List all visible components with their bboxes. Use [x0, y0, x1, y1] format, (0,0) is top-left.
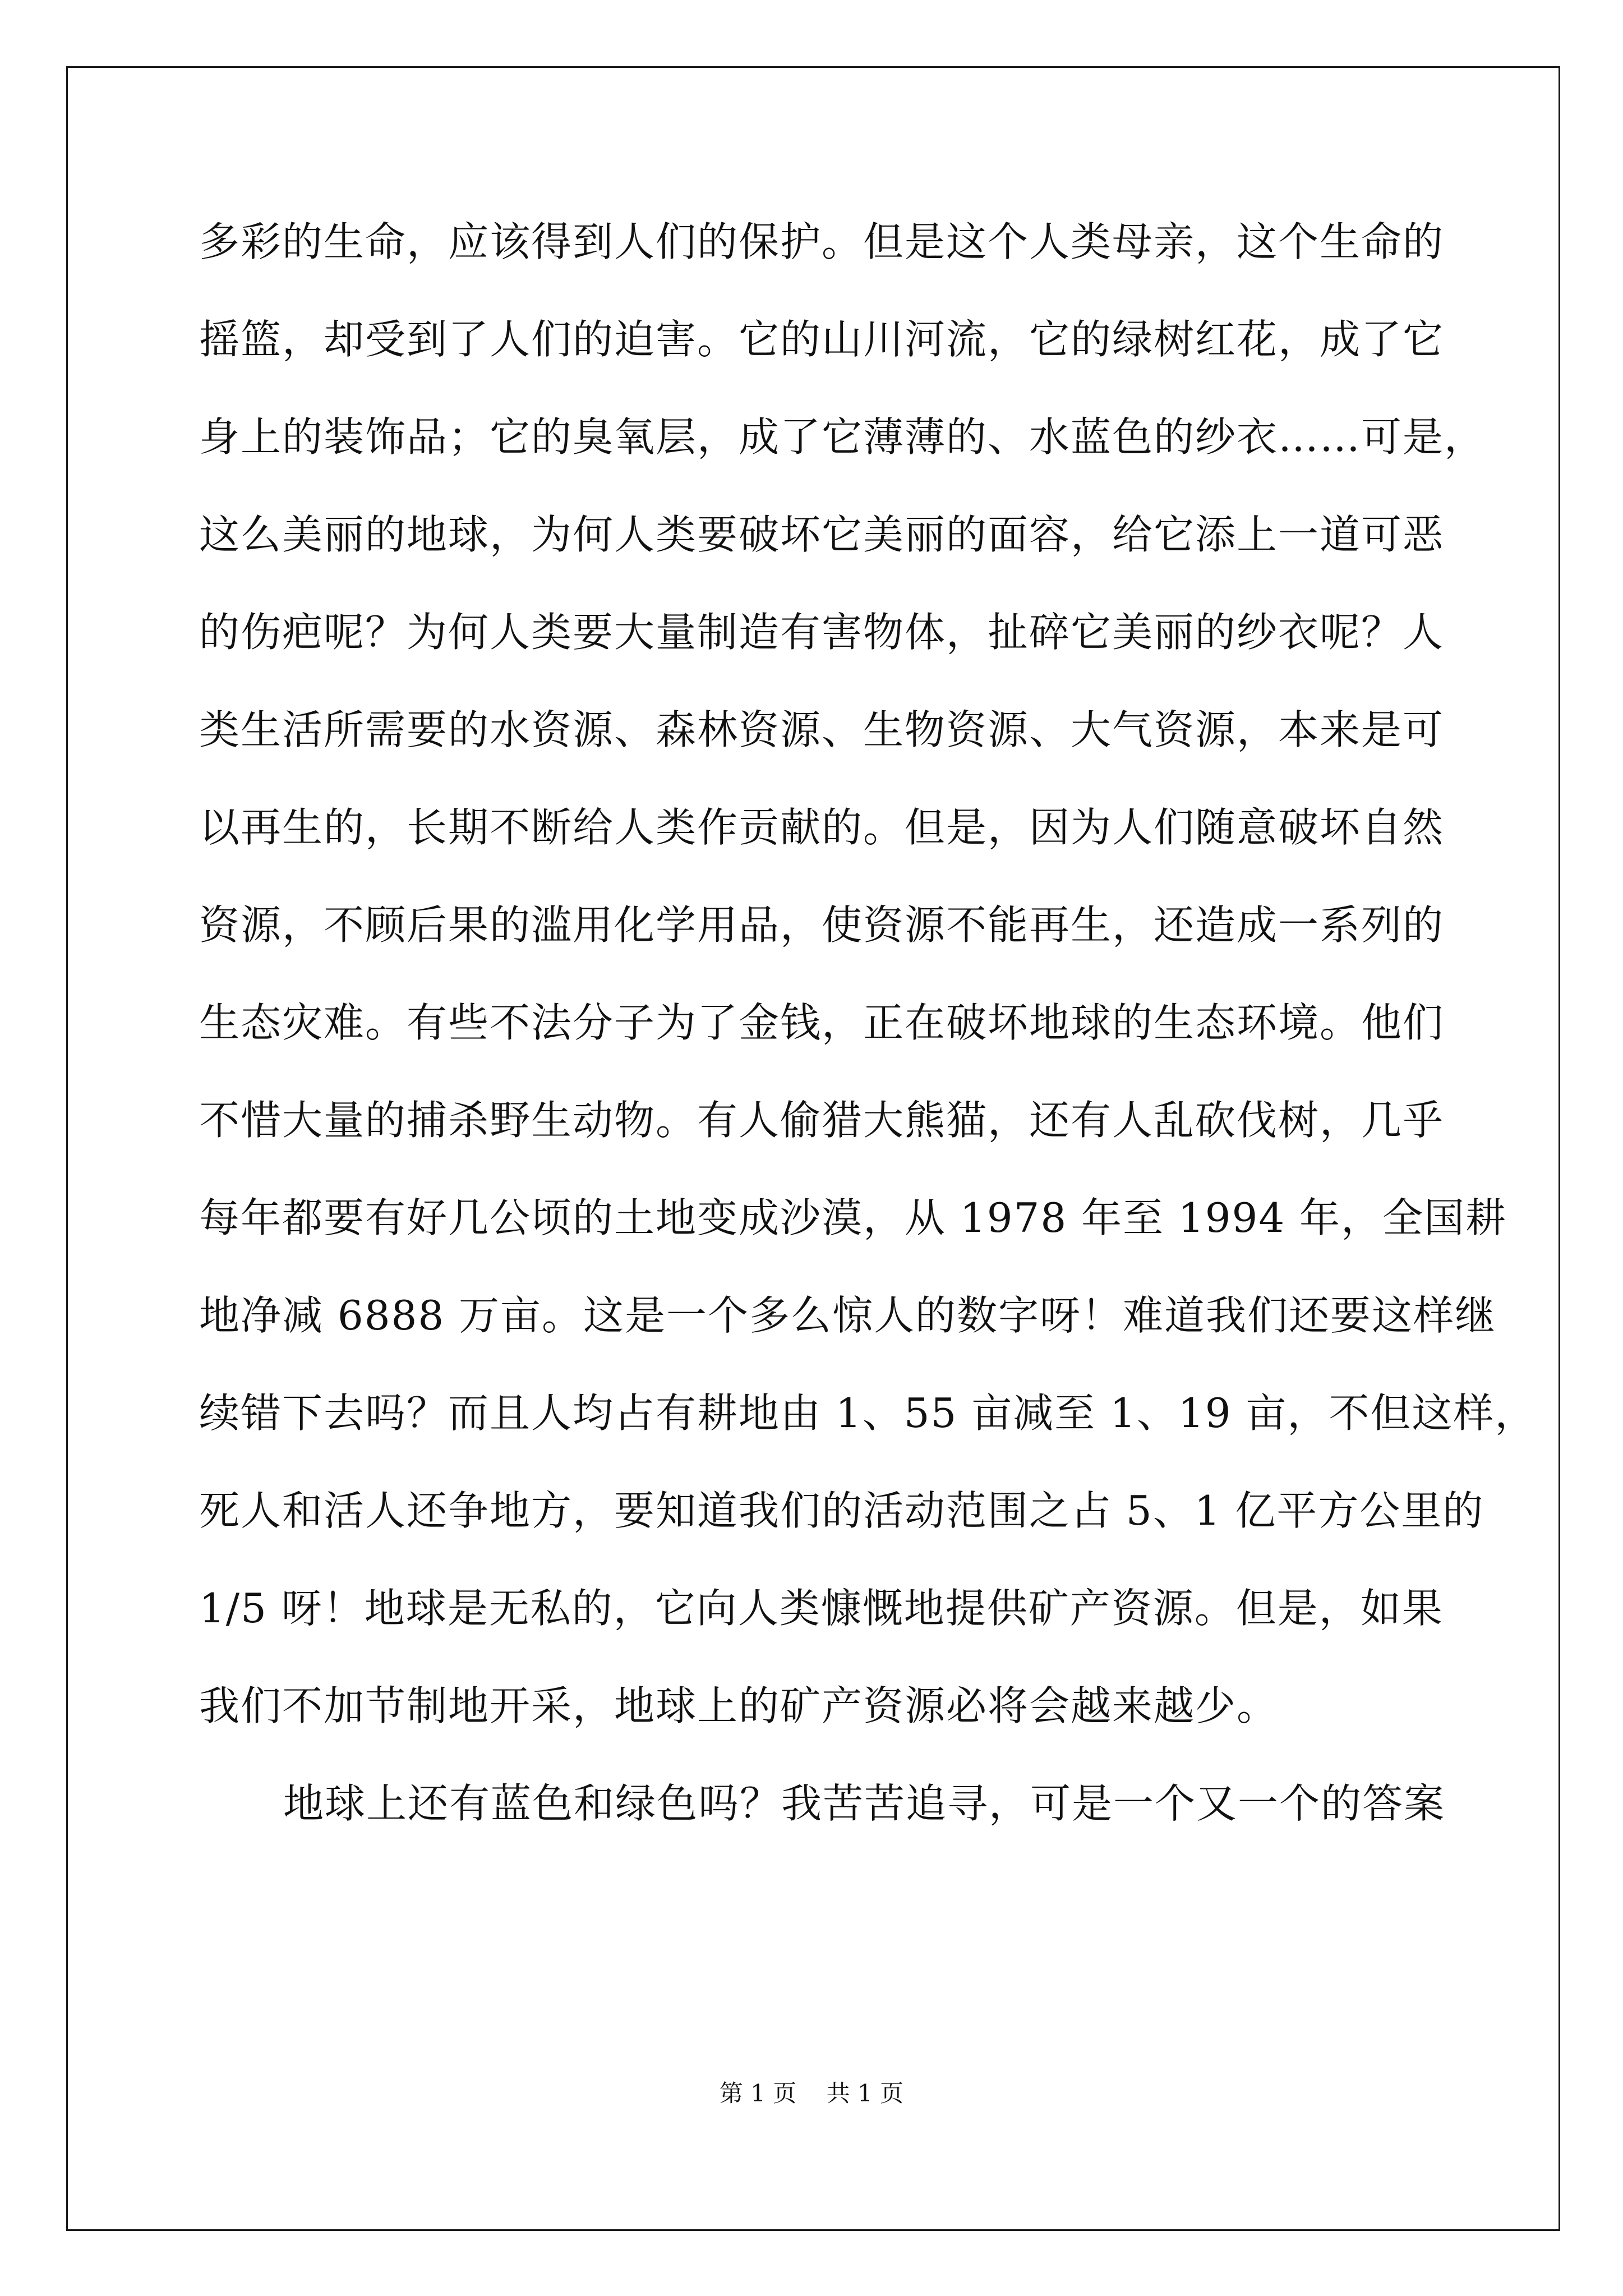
text-line: 1/5 呀！地球是无私的，它向人类慷慨地提供矿产资源。但是，如果	[199, 1585, 1444, 1632]
text-line: 地净减 6888 万亩。这是一个多么惊人的数字呀！难道我们还要这样继	[199, 1292, 1497, 1339]
text-line: 的伤疤呢？为何人类要大量制造有害物体，扯碎它美丽的纱衣呢？人	[199, 609, 1445, 656]
text-line: 资源，不顾后果的滥用化学用品，使资源不能再生，还造成一系列的	[199, 901, 1445, 949]
text-line: 身上的装饰品；它的臭氧层，成了它薄薄的、水蓝色的纱衣……可是，	[199, 413, 1486, 461]
text-line: 摇篮，却受到了人们的迫害。它的山川河流，它的绿树红花，成了它	[199, 316, 1445, 363]
text-line: 类生活所需要的水资源、森林资源、生物资源、大气资源，本来是可	[199, 706, 1445, 753]
document-body	[199, 215, 1537, 1874]
text-line: 以再生的，长期不断给人类作贡献的。但是，因为人们随意破坏自然	[199, 804, 1445, 851]
text-line: 死人和活人还争地方，要知道我们的活动范围之占 5、1 亿平方公里的	[199, 1487, 1484, 1534]
paragraph-2-first-line: 地球上还有蓝色和绿色吗？我苦苦追寻，可是一个又一个的答案	[283, 1780, 1446, 1827]
text-line: 续错下去吗？而且人均占有耕地由 1、55 亩减至 1、19 亩，不但这样，	[199, 1389, 1537, 1437]
text-line: 我们不加节制地开采，地球上的矿产资源必将会越来越少。	[199, 1682, 1279, 1729]
page-number-footer: 第 1 页 共 1 页	[719, 2079, 904, 2107]
text-line: 这么美丽的地球，为何人类要破坏它美丽的面容，给它添上一道可恶	[199, 511, 1445, 558]
text-line: 每年都要有好几公顷的土地变成沙漠，从 1978 年至 1994 年，全国耕	[199, 1194, 1507, 1241]
text-line: 多彩的生命，应该得到人们的保护。但是这个人类母亲，这个生命的	[199, 218, 1445, 265]
text-line: 生态灾难。有些不法分子为了金钱，正在破坏地球的生态环境。他们	[199, 999, 1445, 1046]
text-line: 不惜大量的捕杀野生动物。有人偷猎大熊猫，还有人乱砍伐树，几乎	[199, 1097, 1445, 1144]
